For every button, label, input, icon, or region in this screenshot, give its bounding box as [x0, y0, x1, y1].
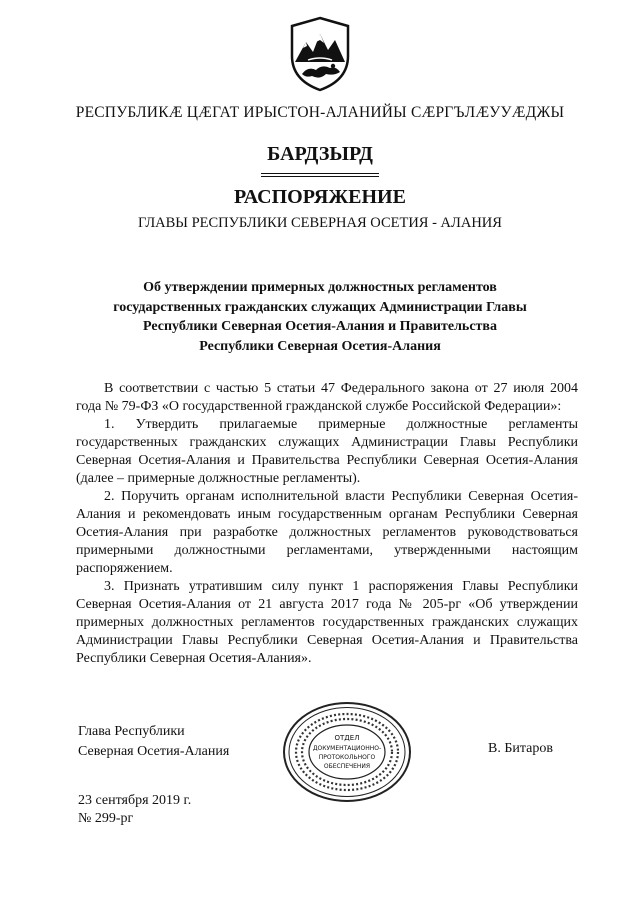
title-divider-second	[261, 176, 379, 177]
subject-line: Республики Северная Осетия-Алания и Правительства	[143, 319, 497, 334]
signer-position	[78, 722, 229, 762]
stamp-text: ПРОТОКОЛЬНОГО	[318, 754, 376, 761]
subject-line: Республики Северная Осетия-Алания	[199, 338, 441, 354]
document-number: № 299-рг	[78, 811, 134, 826]
document-type-russian: РАСПОРЯЖЕНИЕ	[234, 186, 406, 208]
official-stamp-icon	[281, 700, 413, 804]
republic-name-ossetian: РЕСПУБЛИКÆ ЦÆГАТ ИРЫСТОН-АЛАНИЙЫ СÆРГЪЛÆУУÆДЖЫ	[75, 104, 565, 121]
title-divider	[261, 173, 379, 174]
document-date: 23 сентября 2019 г.	[78, 793, 192, 808]
stamp-text: ОТДЕЛ	[334, 734, 360, 742]
document-body	[76, 380, 578, 668]
document-type-ossetian: БАРДЗЫРД	[267, 143, 373, 165]
republic-emblem-icon	[286, 16, 354, 92]
signer-name: В. Битаров	[488, 741, 553, 756]
preamble-paragraph: В соответствии с частью 5 статьи 47 Федерального закона от 27 июля 2004 года № 79-ФЗ «О государственной гражданской службе Российской Федерации»:	[76, 381, 578, 414]
subject-line: Об утверждении примерных должностных регламентов	[143, 280, 497, 295]
clause-paragraph-2: 2. Поручить органам исполнительной власти Республики Северная Осетия-Алания и рекомендовать иным государственным органам Республики Северная Осетия-Алания при разработке должностных регламентов руководствоваться примерными должностными регламентами, утвержденными настоящим распоряжением.	[76, 489, 578, 576]
issuer-subtitle: ГЛАВЫ РЕСПУБЛИКИ СЕВЕРНАЯ ОСЕТИЯ - АЛАНИЯ	[138, 215, 502, 231]
clause-paragraph-3: 3. Признать утратившим силу пункт 1 распоряжения Главы Республики Северная Осетия-Алания от 21 августа 2017 года № 205-рг «Об утверждении примерных должностных регламентов государственных гражданских служащих Администрации Главы Республики Северная Осетия-Алания и Правительства Республики Северная Осетия-Алания».	[76, 579, 578, 666]
subject-line: государственных гражданских служащих Администрации Главы	[113, 299, 527, 315]
document-subject	[90, 278, 550, 356]
stamp-text: ОБЕСПЕЧЕНИЯ	[323, 763, 371, 770]
document-date-number	[78, 792, 191, 828]
signer-position-line: Северная Осетия-Алания	[78, 744, 230, 759]
signer-position-line: Глава Республики	[78, 724, 185, 739]
stamp-text: ДОКУМЕНТАЦИОННО-	[312, 745, 382, 752]
clause-paragraph-1: 1. Утвердить прилагаемые примерные должностные регламенты государственных гражданских служащих Администрации Главы Республики Северная Осетия-Алания и Правительства Республики Северная Осетия-Алания (далее – примерные должностные регламенты).	[76, 417, 578, 486]
